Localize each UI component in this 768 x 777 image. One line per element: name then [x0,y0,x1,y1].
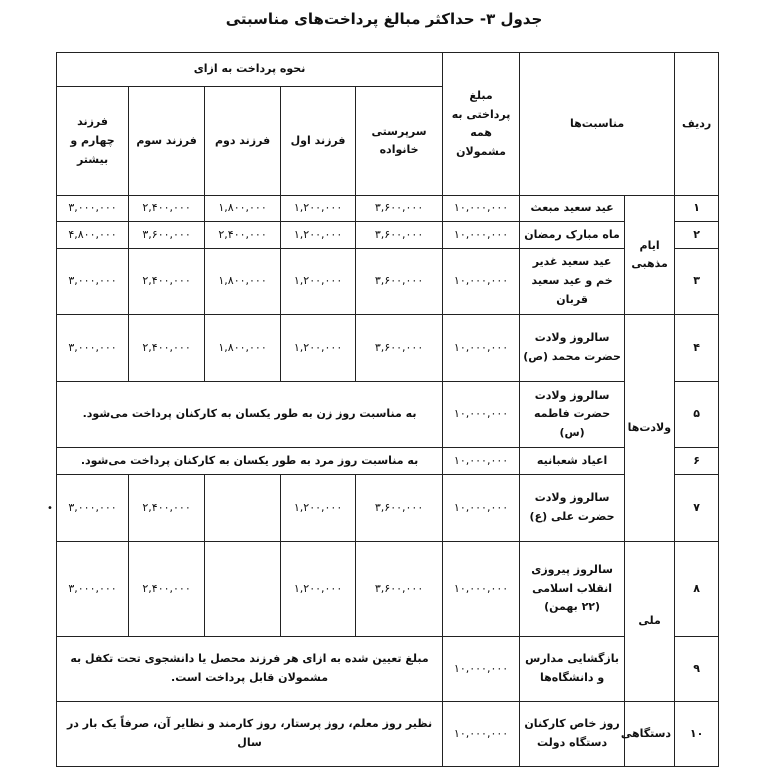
row-number: ۵ [675,382,719,448]
row-number: ۶ [675,448,719,475]
household-head-cell: ۳,۶۰۰,۰۰۰ [356,315,443,382]
child2-cell [205,474,281,541]
household-head-cell: ۳,۶۰۰,۰۰۰ [356,474,443,541]
child2-cell [205,542,281,637]
household-head-cell: ۳,۶۰۰,۰۰۰ [356,222,443,249]
table-row [57,382,719,448]
child1-cell: ۱,۲۰۰,۰۰۰ [281,315,356,382]
occasion-cell: سالروز پیروزی انقلاب اسلامی (۲۲ بهمن) [520,542,625,637]
row-number: ۴ [675,315,719,382]
table-row [57,636,719,701]
amount-all-cell: ۱۰,۰۰۰,۰۰۰ [443,315,520,382]
child3-cell: ۲,۴۰۰,۰۰۰ [129,542,205,637]
child3-cell: ۲,۴۰۰,۰۰۰ [129,315,205,382]
header-child3: فرزند سوم [129,87,205,196]
header-child4plus: فرزند چهارم و بیشتر [57,87,129,196]
group-institutional: دستگاهی [625,701,675,766]
amount-all-cell: ۱۰,۰۰۰,۰۰۰ [443,222,520,249]
child1-cell: ۱,۲۰۰,۰۰۰ [281,222,356,249]
row-number: ۷ [675,474,719,541]
occasion-cell: عید سعید غدیر خم و عید سعید قربان [520,249,625,315]
child2-cell: ۱,۸۰۰,۰۰۰ [205,196,281,222]
table-row [57,222,719,249]
child4plus-cell: ۳,۰۰۰,۰۰۰ [57,474,129,541]
row-number: ۱۰ [675,701,719,766]
header-household-head: سرپرستی خانواده [356,87,443,196]
amount-all-cell: ۱۰,۰۰۰,۰۰۰ [443,636,520,701]
occasion-cell: اعیاد شعبانیه [520,448,625,475]
child1-cell: ۱,۲۰۰,۰۰۰ [281,474,356,541]
amount-all-cell: ۱۰,۰۰۰,۰۰۰ [443,701,520,766]
amount-all-cell: ۱۰,۰۰۰,۰۰۰ [443,249,520,315]
household-head-cell: ۳,۶۰۰,۰۰۰ [356,249,443,315]
child1-cell: ۱,۲۰۰,۰۰۰ [281,196,356,222]
child2-cell: ۱,۸۰۰,۰۰۰ [205,249,281,315]
table-row [57,196,719,222]
occasion-cell: سالروز ولادت حضرت فاطمه (س) [520,382,625,448]
child1-cell: ۱,۲۰۰,۰۰۰ [281,249,356,315]
child3-cell: ۲,۴۰۰,۰۰۰ [129,249,205,315]
occasion-cell: بازگشایی مدارس و دانشگاه‌ها [520,636,625,701]
occasion-cell: سالروز ولادت حضرت علی (ع) [520,474,625,541]
group-births: ولادت‌ها [625,315,675,542]
child2-cell: ۱,۸۰۰,۰۰۰ [205,315,281,382]
table-row [57,315,719,382]
child1-cell: ۱,۲۰۰,۰۰۰ [281,542,356,637]
note-cell: به مناسبت روز مرد به طور یکسان به کارکنان پرداخت می‌شود. [57,448,443,475]
table-row [57,448,719,475]
header-child1: فرزند اول [281,87,356,196]
amount-all-cell: ۱۰,۰۰۰,۰۰۰ [443,382,520,448]
child3-cell: ۳,۶۰۰,۰۰۰ [129,222,205,249]
amount-all-cell: ۱۰,۰۰۰,۰۰۰ [443,542,520,637]
table-row [57,249,719,315]
child4plus-cell: ۳,۰۰۰,۰۰۰ [57,196,129,222]
row-number: ۹ [675,636,719,701]
child2-cell: ۲,۴۰۰,۰۰۰ [205,222,281,249]
note-cell: به مناسبت روز زن به طور یکسان به کارکنان پرداخت می‌شود. [57,382,443,448]
child3-cell: ۲,۴۰۰,۰۰۰ [129,474,205,541]
amount-all-cell: ۱۰,۰۰۰,۰۰۰ [443,474,520,541]
occasion-cell: روز خاص کارکنان دستگاه دولت [520,701,625,766]
household-head-cell: ۳,۶۰۰,۰۰۰ [356,542,443,637]
group-religious: ایام مذهبی [625,196,675,315]
row-number: ۳ [675,249,719,315]
amount-all-cell: ۱۰,۰۰۰,۰۰۰ [443,448,520,475]
header-occasions: مناسبت‌ها [520,53,675,196]
group-national: ملی [625,542,675,702]
row-number: ۸ [675,542,719,637]
header-child2: فرزند دوم [205,87,281,196]
row-number: ۲ [675,222,719,249]
occasion-cell: سالروز ولادت حضرت محمد (ص) [520,315,625,382]
document-title: جدول ۳- حداکثر مبالغ پرداخت‌های مناسبتی [225,10,543,28]
note-cell: نظیر روز معلم، روز پرستار، روز کارمند و نظایر آن، صرفاً یک بار در سال [57,701,443,766]
child3-cell: ۲,۴۰۰,۰۰۰ [129,196,205,222]
payments-table [56,52,719,767]
amount-all-cell: ۱۰,۰۰۰,۰۰۰ [443,196,520,222]
row-number: ۱ [675,196,719,222]
stray-dot-mark: • [47,503,53,514]
household-head-cell: ۳,۶۰۰,۰۰۰ [356,196,443,222]
note-cell: مبلغ تعیین شده به ازای هر فرزند محصل یا دانشجوی تحت تکفل به مشمولان قابل پرداخت است. [57,636,443,701]
header-payment-basis: نحوه پرداخت به ازای [57,53,443,87]
header-row-no: ردیف [675,53,719,196]
child4plus-cell: ۳,۰۰۰,۰۰۰ [57,249,129,315]
child4plus-cell: ۳,۰۰۰,۰۰۰ [57,315,129,382]
table-row [57,474,719,541]
table-row [57,542,719,637]
header-amount-all: مبلغ پرداختی به همه مشمولان [443,53,520,196]
occasion-cell: عید سعید مبعث [520,196,625,222]
occasion-cell: ماه مبارک رمضان [520,222,625,249]
child4plus-cell: ۳,۰۰۰,۰۰۰ [57,542,129,637]
table-row [57,701,719,766]
child4plus-cell: ۴,۸۰۰,۰۰۰ [57,222,129,249]
